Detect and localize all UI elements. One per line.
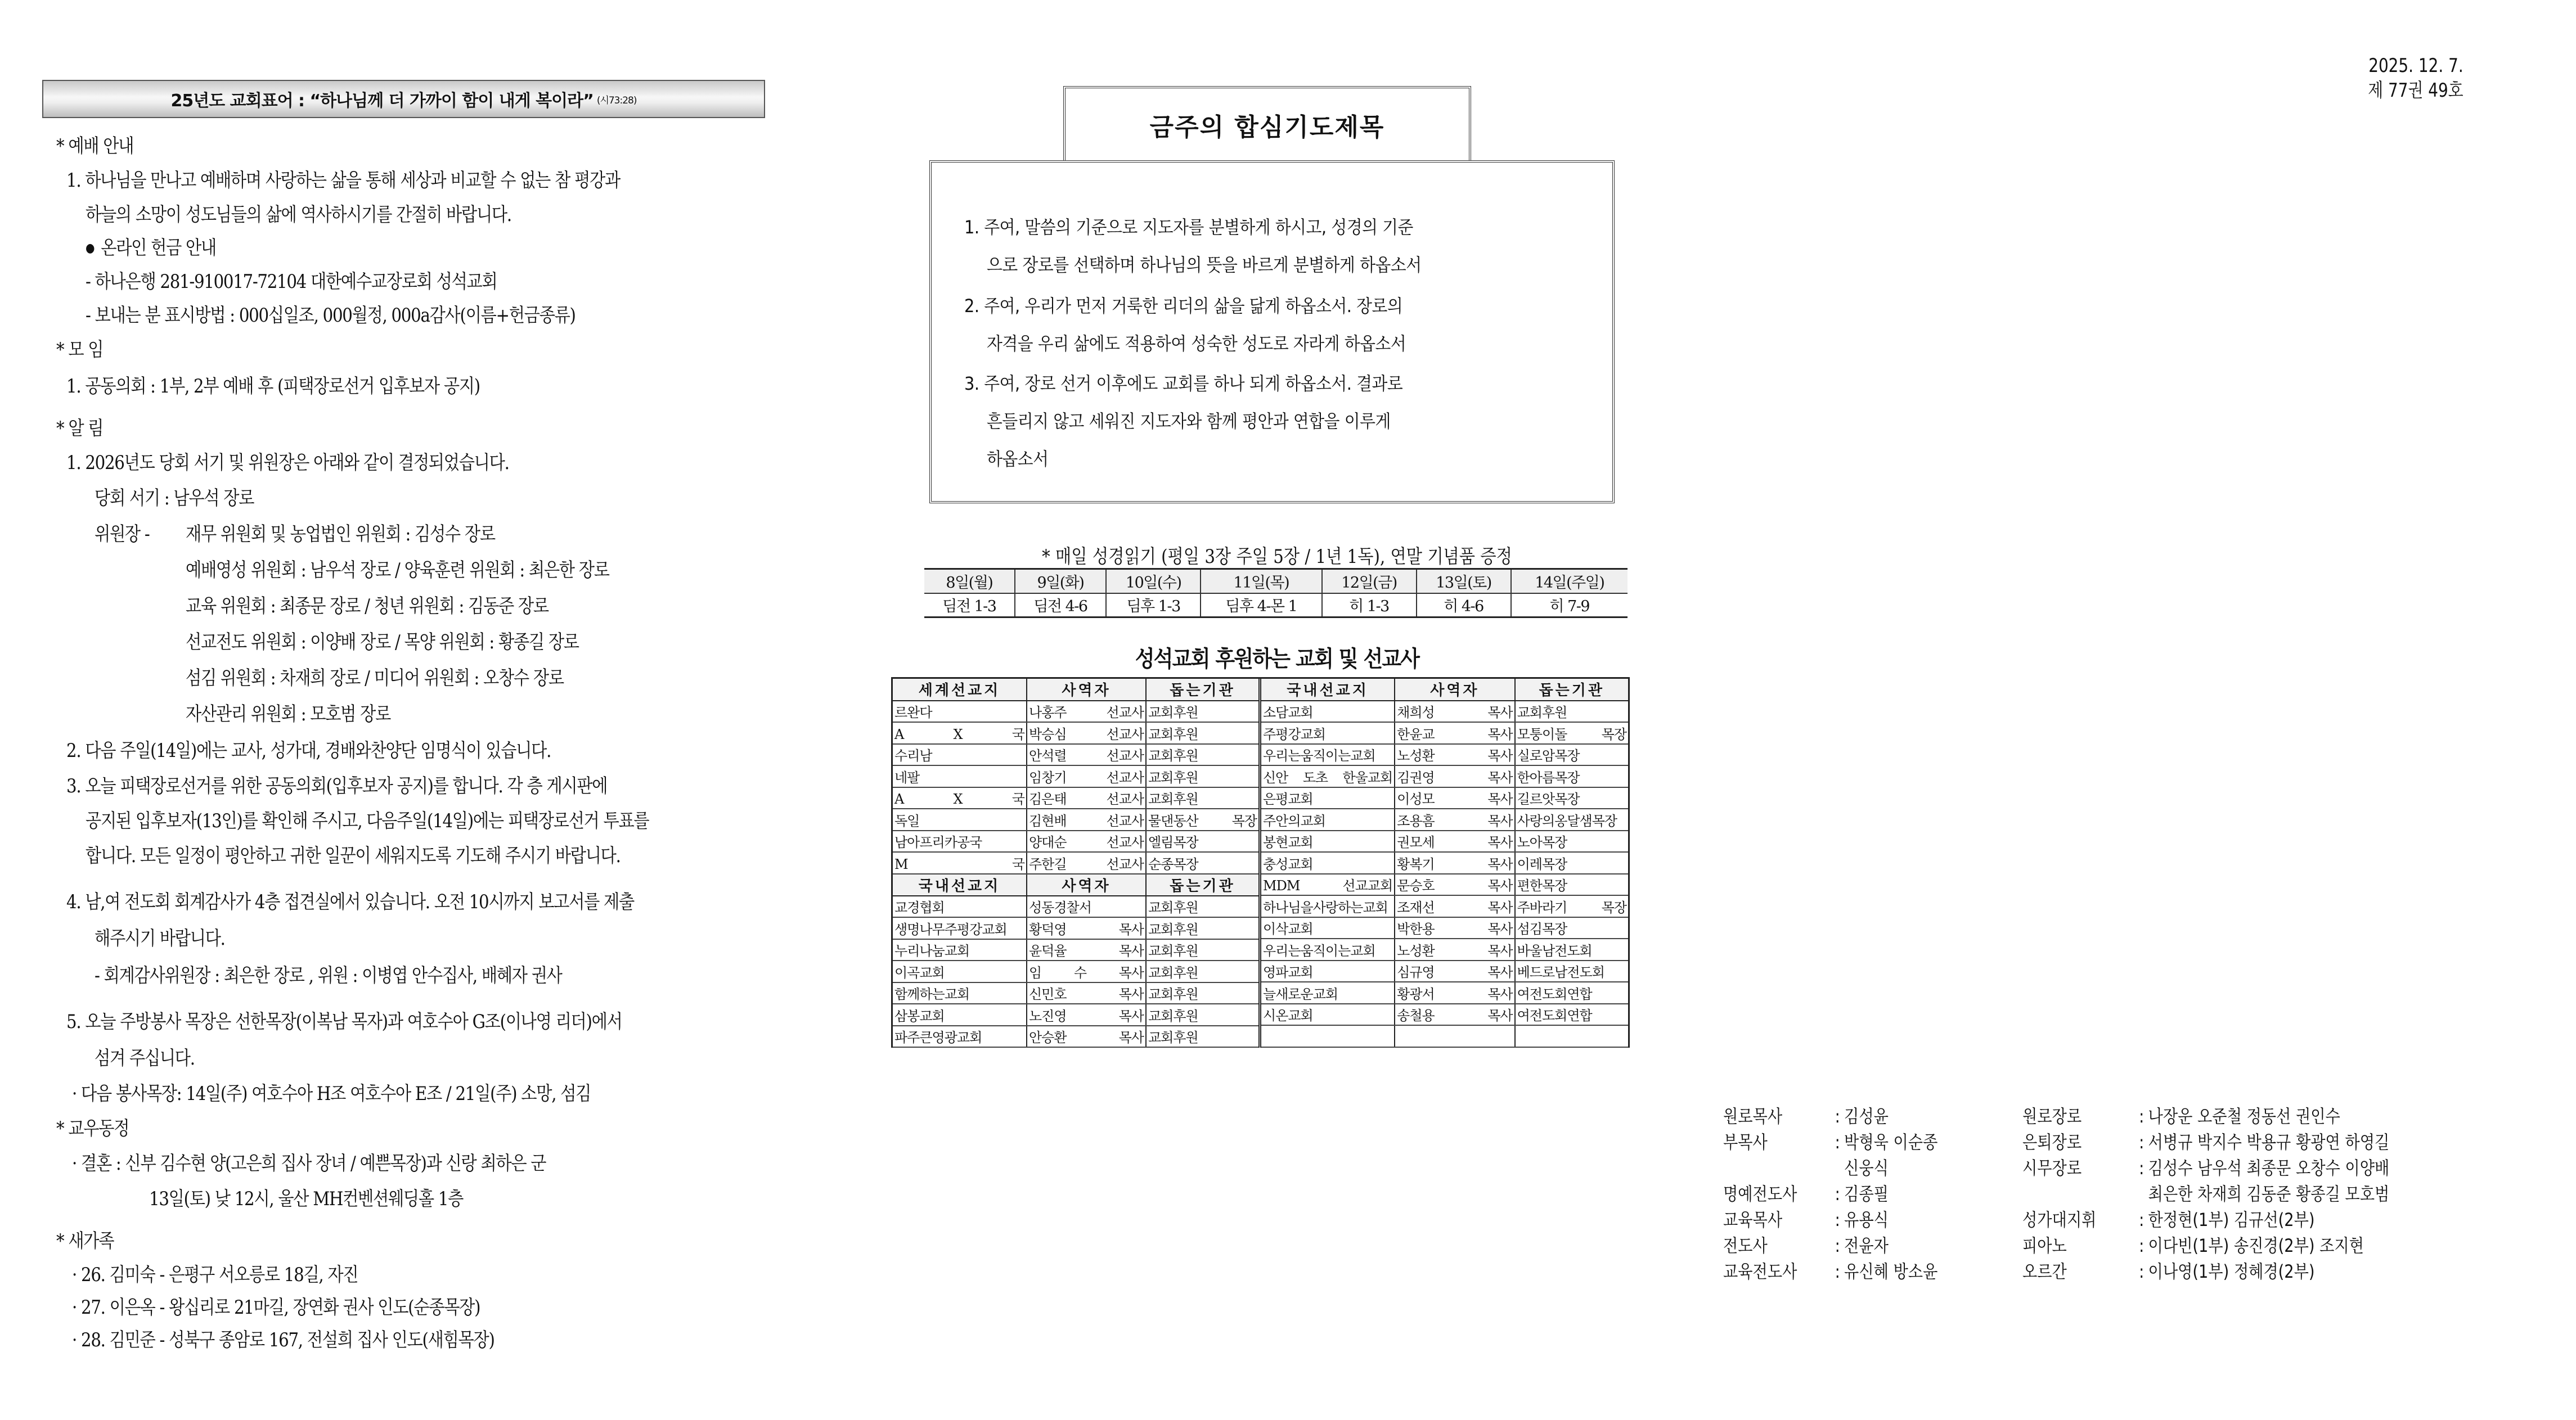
staff-names: 박형욱 이순종	[1844, 1132, 1938, 1153]
support-person: 박한용 목사	[1395, 917, 1514, 939]
staff-row	[2022, 1207, 2389, 1233]
support-place: 하나님을사랑하는교회	[1260, 895, 1395, 917]
staff-separator: :	[2139, 1157, 2145, 1179]
staff-separator: :	[1835, 1209, 1840, 1230]
support-org: 교회후원	[1146, 744, 1258, 766]
reading-passage: 히 1-3	[1322, 593, 1417, 617]
support-place: 네팔	[893, 765, 1027, 787]
support-person: 안석렬 선교사	[1027, 744, 1146, 766]
bible-reading-table	[924, 568, 1628, 618]
support-org: 교회후원	[1146, 939, 1258, 961]
bank-account: - 하나은행 281-910017-72104 대한예수교장로회 성석교회	[86, 271, 497, 293]
support-person: 김현배 선교사	[1027, 809, 1146, 831]
support-person: 황복기 목사	[1395, 852, 1514, 874]
support-person: 신민호 목사	[1027, 982, 1146, 1004]
support-place: A X 국	[893, 787, 1027, 809]
reading-passage: 히 7-9	[1511, 593, 1628, 617]
support-place: 신안 도초 한울교회	[1260, 765, 1395, 787]
staff-names: 나장운 오준철 정동선 권인수	[2148, 1106, 2340, 1127]
table-row	[893, 722, 1258, 744]
staff-row	[1723, 1103, 1937, 1129]
bible-reading-title: * 매일 성경읽기 (평일 3장 주일 5장 / 1년 1독), 연말 기념품 증정	[1042, 546, 1512, 568]
table-row	[893, 701, 1258, 723]
table-row	[1260, 1004, 1629, 1026]
staff-separator	[1831, 1155, 1844, 1181]
prayer-line: 자격을 우리 삶에도 적용하여 성숙한 성도로 자라게 하옵소서	[987, 333, 1406, 354]
person-header: 사역자	[1027, 679, 1146, 701]
support-person: 안승환 목사	[1027, 1026, 1146, 1048]
staff-names: 이나영(1부) 정혜경(2부)	[2148, 1261, 2315, 1282]
section-heading-fellowship: * 교우동정	[56, 1117, 129, 1140]
new-family-member: · 28. 김민준 - 성북구 종암로 167, 전설희 집사 인도(새힘목장)	[72, 1329, 494, 1351]
worship-item-1-line1: 1. 하나님을 만나고 예배하며 사랑하는 삶을 통해 세상과 비교할 수 없는 참 평강과	[66, 169, 620, 192]
staff-separator: :	[2139, 1132, 2145, 1153]
prayer-line: 2. 주여, 우리가 먼저 거룩한 리더의 삶을 닮게 하옵소서. 장로의	[964, 295, 1403, 317]
support-org: 여전도회연합	[1515, 1004, 1628, 1026]
table-row	[893, 896, 1258, 918]
section-heading-worship: * 예배 안내	[56, 135, 134, 157]
reading-passage: 딤후 1-3	[1106, 593, 1201, 617]
reading-passage: 히 4-6	[1417, 593, 1511, 617]
domestic-place-header: 국내선교지	[893, 874, 1027, 896]
staff-row	[1723, 1181, 1937, 1207]
support-person: 심규영 목사	[1395, 961, 1514, 982]
domestic-header-row	[893, 874, 1258, 896]
notice-item-5-line2: 섬겨 주십니다.	[95, 1047, 195, 1070]
support-person: 성동경찰서	[1027, 896, 1146, 918]
table-row	[1260, 722, 1629, 744]
support-person: 문승호 목사	[1395, 874, 1514, 896]
prayer-line: 하옵소서	[987, 448, 1049, 470]
notice-item-1: 1. 2026년도 당회 서기 및 위원장은 아래와 같이 결정되었습니다.	[66, 452, 509, 474]
support-place: 남아프리카공국	[893, 831, 1027, 853]
support-place: 충성교회	[1260, 852, 1395, 874]
staff-role	[1723, 1155, 1831, 1181]
new-family-member: · 26. 김미숙 - 은평구 서오릉로 18길, 자진	[72, 1264, 358, 1286]
prayer-line: 1. 주여, 말씀의 기준으로 지도자를 분별하게 하시고, 성경의 기준	[964, 217, 1413, 238]
support-org: 교회후원	[1146, 787, 1258, 809]
support-place: 우리는움직이는교회	[1260, 744, 1395, 766]
world-place-header: 세계선교지	[893, 679, 1027, 701]
staff-separator	[2135, 1181, 2148, 1207]
staff-role: 교육목사	[1723, 1209, 1783, 1230]
staff-role: 은퇴장로	[2022, 1132, 2082, 1153]
support-place: M 국	[893, 852, 1027, 874]
staff-row	[2022, 1259, 2389, 1284]
bulletin-issue: 제 77권 49호	[2368, 79, 2463, 102]
section-heading-meeting: * 모 임	[56, 339, 104, 361]
support-person: 나홍주 선교사	[1027, 701, 1146, 723]
org-header: 돕는기관	[1146, 874, 1258, 896]
domestic-place-header: 국내선교지	[1260, 679, 1395, 701]
support-person: 노성환 목사	[1395, 939, 1514, 961]
support-org: 교회후원	[1146, 961, 1258, 982]
staff-role: 성가대지휘	[2022, 1209, 2097, 1230]
org-header: 돕는기관	[1515, 679, 1628, 701]
support-place: 소담교회	[1260, 701, 1395, 723]
audit-committee: - 회계감사위원장 : 최은한 장로 , 위원 : 이병엽 안수집사, 배혜자 권사	[95, 964, 562, 987]
table-row	[893, 765, 1258, 787]
support-place: 교경협회	[893, 896, 1027, 918]
staff-separator: :	[1835, 1106, 1840, 1127]
staff-role: 시무장로	[2022, 1157, 2082, 1179]
staff-list-pastors	[1723, 1103, 1937, 1284]
support-org: 모퉁이돌 목장	[1515, 722, 1628, 744]
support-person: 황덕영 목사	[1027, 917, 1146, 939]
table-row	[893, 744, 1258, 766]
motto-reference: (시73:28)	[596, 94, 637, 106]
notice-item-5-line1: 5. 오늘 주방봉사 목장은 선한목장(이복남 목자)과 여호수아 G조(이나영 리더)에서	[66, 1011, 622, 1033]
staff-separator: :	[2139, 1235, 2145, 1256]
support-org: 노아목장	[1515, 831, 1628, 853]
next-service-groups: · 다음 봉사목장: 14일(주) 여호수아 H조 여호수아 E조 / 21일(주) 소망, 섬김	[72, 1083, 591, 1105]
table-row	[1260, 874, 1629, 896]
support-person: 양대순 선교사	[1027, 831, 1146, 853]
staff-role	[2022, 1181, 2135, 1207]
support-person: 조재선 목사	[1395, 895, 1514, 917]
support-org: 물댄동산 목장	[1146, 809, 1258, 831]
table-row	[1260, 961, 1629, 982]
support-person: 박승심 선교사	[1027, 722, 1146, 744]
support-person: 노진영 목사	[1027, 1004, 1146, 1026]
support-person: 윤덕율 목사	[1027, 939, 1146, 961]
staff-role: 원로장로	[2022, 1106, 2082, 1127]
support-place: 늘새로운교회	[1260, 982, 1395, 1004]
staff-separator: :	[2139, 1209, 2145, 1230]
support-org: 엘림목장	[1146, 831, 1258, 853]
support-org: 편한목장	[1515, 874, 1628, 896]
table-row	[1260, 982, 1629, 1004]
committee-chair: 교육 위원회 : 최종문 장로 / 청년 위원회 : 김동준 장로	[186, 595, 549, 617]
support-place: 수리남	[893, 744, 1027, 766]
motto-text: 25년도 교회표어 : “하나님께 더 가까이 함이 내게 복이라”	[170, 91, 594, 111]
reading-day: 12일(금)	[1322, 569, 1417, 593]
table-row	[893, 939, 1258, 961]
staff-names: 유용식	[1844, 1209, 1889, 1230]
worship-item-1-line2: 하늘의 소망이 성도님들의 삶에 역사하시기를 간절히 바랍니다.	[86, 204, 511, 226]
staff-role: 교육전도사	[1723, 1261, 1797, 1282]
table-row	[893, 787, 1258, 809]
reading-day: 10일(수)	[1106, 569, 1201, 593]
support-org: 교회후원	[1146, 701, 1258, 723]
staff-role: 부목사	[1723, 1132, 1768, 1153]
staff-names: 이다빈(1부) 송진경(2부) 조지현	[2148, 1235, 2364, 1256]
prayer-box	[929, 160, 1615, 503]
reading-passage: 딤전 1-3	[924, 593, 1015, 617]
support-person: 황광서 목사	[1395, 982, 1514, 1004]
support-person: 채희성 목사	[1395, 701, 1514, 723]
support-place: A X 국	[893, 722, 1027, 744]
support-org: 한아름목장	[1515, 765, 1628, 787]
table-row	[893, 917, 1258, 939]
support-person: 임 수 목사	[1027, 961, 1146, 982]
staff-names: 최은한 차재희 김동준 황종길 모호범	[2148, 1183, 2390, 1205]
support-person	[1395, 1025, 1514, 1047]
bulletin-date-block	[2368, 53, 2463, 103]
committee-chair: 자산관리 위원회 : 모호범 장로	[186, 703, 391, 725]
staff-row	[1723, 1233, 1937, 1259]
committee-chairs-label: 위원장 -	[95, 523, 150, 546]
support-person: 권모세 목사	[1395, 831, 1514, 853]
staff-role: 원로목사	[1723, 1106, 1783, 1127]
committee-chair: 재무 위원회 및 농업법인 위원회 : 김성수 장로	[186, 523, 495, 546]
domestic-header-row	[1260, 679, 1629, 701]
wedding-line2: 13일(토) 낮 12시, 울산 MH컨벤션웨딩홀 1층	[149, 1188, 464, 1210]
section-heading-notice: * 알 림	[56, 417, 104, 440]
staff-row	[2022, 1233, 2389, 1259]
staff-role: 피아노	[2022, 1235, 2067, 1256]
support-place: 파주큰영광교회	[893, 1026, 1027, 1048]
support-person: 이성모 목사	[1395, 787, 1514, 809]
notice-item-3-line3: 합니다. 모든 일정이 평안하고 귀한 일꾼이 세워지도록 기도해 주시기 바랍니다.	[86, 845, 621, 867]
staff-separator: :	[1835, 1132, 1840, 1153]
staff-separator: :	[1835, 1261, 1840, 1282]
support-person: 송철용 목사	[1395, 1004, 1514, 1026]
staff-names: 서병규 박지수 박용규 황광연 하영길	[2148, 1132, 2390, 1153]
table-row	[1260, 831, 1629, 853]
reading-day: 11일(목)	[1201, 569, 1321, 593]
prayer-title: 금주의 합심기도제목	[1063, 86, 1471, 161]
table-row	[1260, 917, 1629, 939]
bulletin-date: 2025. 12. 7.	[2368, 55, 2463, 77]
reading-days-row	[924, 569, 1628, 593]
committee-chair: 예배영성 위원회 : 남우석 장로 / 양육훈련 위원회 : 최은한 장로	[186, 559, 609, 581]
world-header-row	[893, 679, 1258, 701]
table-row	[1260, 701, 1629, 723]
prayer-line: 으로 장로를 선택하며 하나님의 뜻을 바르게 분별하게 하옵소서	[987, 254, 1422, 276]
staff-row	[2022, 1103, 2389, 1129]
support-place: 이삭교회	[1260, 917, 1395, 939]
online-offering-heading: ● 온라인 헌금 안내	[86, 238, 216, 258]
support-place: 생명나무주평강교회	[893, 917, 1027, 939]
staff-names: 전윤자	[1844, 1235, 1889, 1256]
support-place: 독일	[893, 809, 1027, 831]
staff-names: 김성수 남우석 최종문 오창수 이양배	[2148, 1157, 2390, 1179]
support-place: 영파교회	[1260, 961, 1395, 982]
person-header: 사역자	[1027, 874, 1146, 896]
table-row	[893, 982, 1258, 1004]
notice-item-4-line2: 해주시기 바랍니다.	[95, 927, 225, 950]
table-row	[1260, 787, 1629, 809]
staff-list-elders	[2022, 1103, 2389, 1284]
staff-separator: :	[1835, 1183, 1840, 1205]
support-person: 임창기 선교사	[1027, 765, 1146, 787]
staff-names: 김종필	[1844, 1183, 1889, 1205]
staff-names: 김성윤	[1844, 1106, 1889, 1127]
person-header: 사역자	[1395, 679, 1514, 701]
table-row	[893, 852, 1258, 874]
support-place: 르완다	[893, 701, 1027, 723]
support-org: 교회후원	[1146, 982, 1258, 1004]
support-org: 실로암목장	[1515, 744, 1628, 766]
staff-names: 유신혜 방소윤	[1844, 1261, 1938, 1282]
reading-day: 9일(화)	[1015, 569, 1106, 593]
staff-row	[1723, 1207, 1937, 1233]
church-motto-banner	[42, 80, 765, 118]
support-place: 주안의교회	[1260, 809, 1395, 831]
support-place: 봉현교회	[1260, 831, 1395, 853]
table-row	[1260, 744, 1629, 766]
support-org: 교회후원	[1146, 896, 1258, 918]
table-row	[893, 961, 1258, 982]
wedding-line1: · 결혼 : 신부 김수현 양(고은희 집사 장녀 / 예쁜목장)과 신랑 최하은 군	[72, 1152, 546, 1175]
sender-format: - 보내는 분 표시방법 : 000십일조, 000월정, 000a감사(이름+헌금종류)	[86, 304, 576, 327]
support-place: 누리나눔교회	[893, 939, 1027, 961]
table-row	[1260, 809, 1629, 831]
section-heading-new-family: * 새가족	[56, 1230, 114, 1252]
table-row	[893, 1026, 1258, 1048]
support-person: 노성환 목사	[1395, 744, 1514, 766]
support-org	[1515, 1025, 1628, 1047]
reading-passage: 딤후 4-몬 1	[1201, 593, 1321, 617]
reading-day: 13일(토)	[1417, 569, 1511, 593]
support-org: 교회후원	[1515, 701, 1628, 723]
staff-row	[2022, 1181, 2389, 1207]
prayer-line: 3. 주여, 장로 선거 이후에도 교회를 하나 되게 하옵소서. 결과로	[964, 373, 1403, 394]
support-place: 주평강교회	[1260, 722, 1395, 744]
support-org: 여전도회연합	[1515, 982, 1628, 1004]
table-row	[1260, 765, 1629, 787]
staff-row	[2022, 1129, 2389, 1155]
staff-separator: :	[2139, 1106, 2145, 1127]
table-row	[893, 831, 1258, 853]
reading-day: 8일(월)	[924, 569, 1015, 593]
support-table	[891, 677, 1630, 1048]
notice-item-3-line2: 공지된 입후보자(13인)를 확인해 주시고, 다음주일(14일)에는 피택장로선거 투표를	[86, 810, 649, 832]
support-person: 주한길 선교사	[1027, 852, 1146, 874]
support-place: MDM 선교교회	[1260, 874, 1395, 896]
support-title: 성석교회 후원하는 교회 및 선교사	[1135, 646, 1419, 672]
staff-role: 명예전도사	[1723, 1183, 1797, 1205]
support-org: 사랑의옹달샘목장	[1515, 809, 1628, 831]
support-org: 교회후원	[1146, 722, 1258, 744]
staff-separator: :	[1835, 1235, 1840, 1256]
support-table-left	[893, 679, 1258, 1048]
notice-item-3-line1: 3. 오늘 피택장로선거를 위한 공동의회(입후보자 공지)를 합니다. 각 층 게시판에	[66, 775, 608, 797]
support-org: 순종목장	[1146, 852, 1258, 874]
prayer-line: 흔들리지 않고 세워진 지도자와 함께 평안과 연합을 이루게	[987, 411, 1391, 432]
notice-item-4-line1: 4. 남,여 전도회 회계감사가 4층 접견실에서 있습니다. 오전 10시까지 보고서를 제출	[66, 891, 634, 913]
support-person: 조용흠 목사	[1395, 809, 1514, 831]
staff-row	[1723, 1155, 1937, 1181]
support-org: 길르앗목장	[1515, 787, 1628, 809]
new-family-member: · 27. 이은옥 - 왕십리로 21마길, 장연화 권사 인도(순종목장)	[72, 1296, 480, 1319]
support-org: 베드로남전도회	[1515, 961, 1628, 982]
staff-names: 한정현(1부) 김규선(2부)	[2148, 1209, 2315, 1230]
support-place	[1260, 1025, 1395, 1047]
table-row	[1260, 895, 1629, 917]
meeting-item-1: 1. 공동의회 : 1부, 2부 예배 후 (피택장로선거 입후보자 공지)	[66, 375, 480, 398]
support-org: 이레목장	[1515, 852, 1628, 874]
support-person: 김은태 선교사	[1027, 787, 1146, 809]
support-org: 교회후원	[1146, 1004, 1258, 1026]
support-org: 바울남전도회	[1515, 939, 1628, 961]
support-place: 은평교회	[1260, 787, 1395, 809]
reading-day: 14일(주일)	[1511, 569, 1628, 593]
staff-row	[1723, 1259, 1937, 1284]
reading-passage: 딤전 4-6	[1015, 593, 1106, 617]
support-place: 시온교회	[1260, 1004, 1395, 1026]
staff-separator: :	[2139, 1261, 2145, 1282]
org-header: 돕는기관	[1146, 679, 1258, 701]
table-row	[893, 1004, 1258, 1026]
table-row	[893, 809, 1258, 831]
staff-row	[1723, 1129, 1937, 1155]
committee-chair: 선교전도 위원회 : 이양배 장로 / 목양 위원회 : 황종길 장로	[186, 631, 579, 653]
staff-role: 오르간	[2022, 1261, 2067, 1282]
staff-row	[2022, 1155, 2389, 1181]
support-table-right	[1258, 679, 1628, 1048]
support-org: 교회후원	[1146, 1026, 1258, 1048]
table-row	[1260, 1025, 1629, 1047]
announcements-column	[0, 0, 821, 1420]
support-place: 삼봉교회	[893, 1004, 1027, 1026]
notice-item-2: 2. 다음 주일(14일)에는 교사, 성가대, 경배와찬양단 임명식이 있습니다.	[66, 740, 551, 762]
committee-chair: 섬김 위원회 : 차재희 장로 / 미디어 위원회 : 오창수 장로	[186, 667, 564, 689]
staff-role: 전도사	[1723, 1235, 1768, 1256]
table-row	[1260, 939, 1629, 961]
session-secretary: 당회 서기 : 남우석 장로	[95, 487, 254, 510]
support-org: 교회후원	[1146, 765, 1258, 787]
support-place: 우리는움직이는교회	[1260, 939, 1395, 961]
support-person: 김권영 목사	[1395, 765, 1514, 787]
support-org: 교회후원	[1146, 917, 1258, 939]
support-org: 주바라기 목장	[1515, 895, 1628, 917]
support-org: 섬김목장	[1515, 917, 1628, 939]
support-place: 이곡교회	[893, 961, 1027, 982]
reading-passages-row	[924, 593, 1628, 617]
support-place: 함께하는교회	[893, 982, 1027, 1004]
staff-names: 신웅식	[1844, 1157, 1889, 1179]
support-person: 한윤교 목사	[1395, 722, 1514, 744]
table-row	[1260, 852, 1629, 874]
